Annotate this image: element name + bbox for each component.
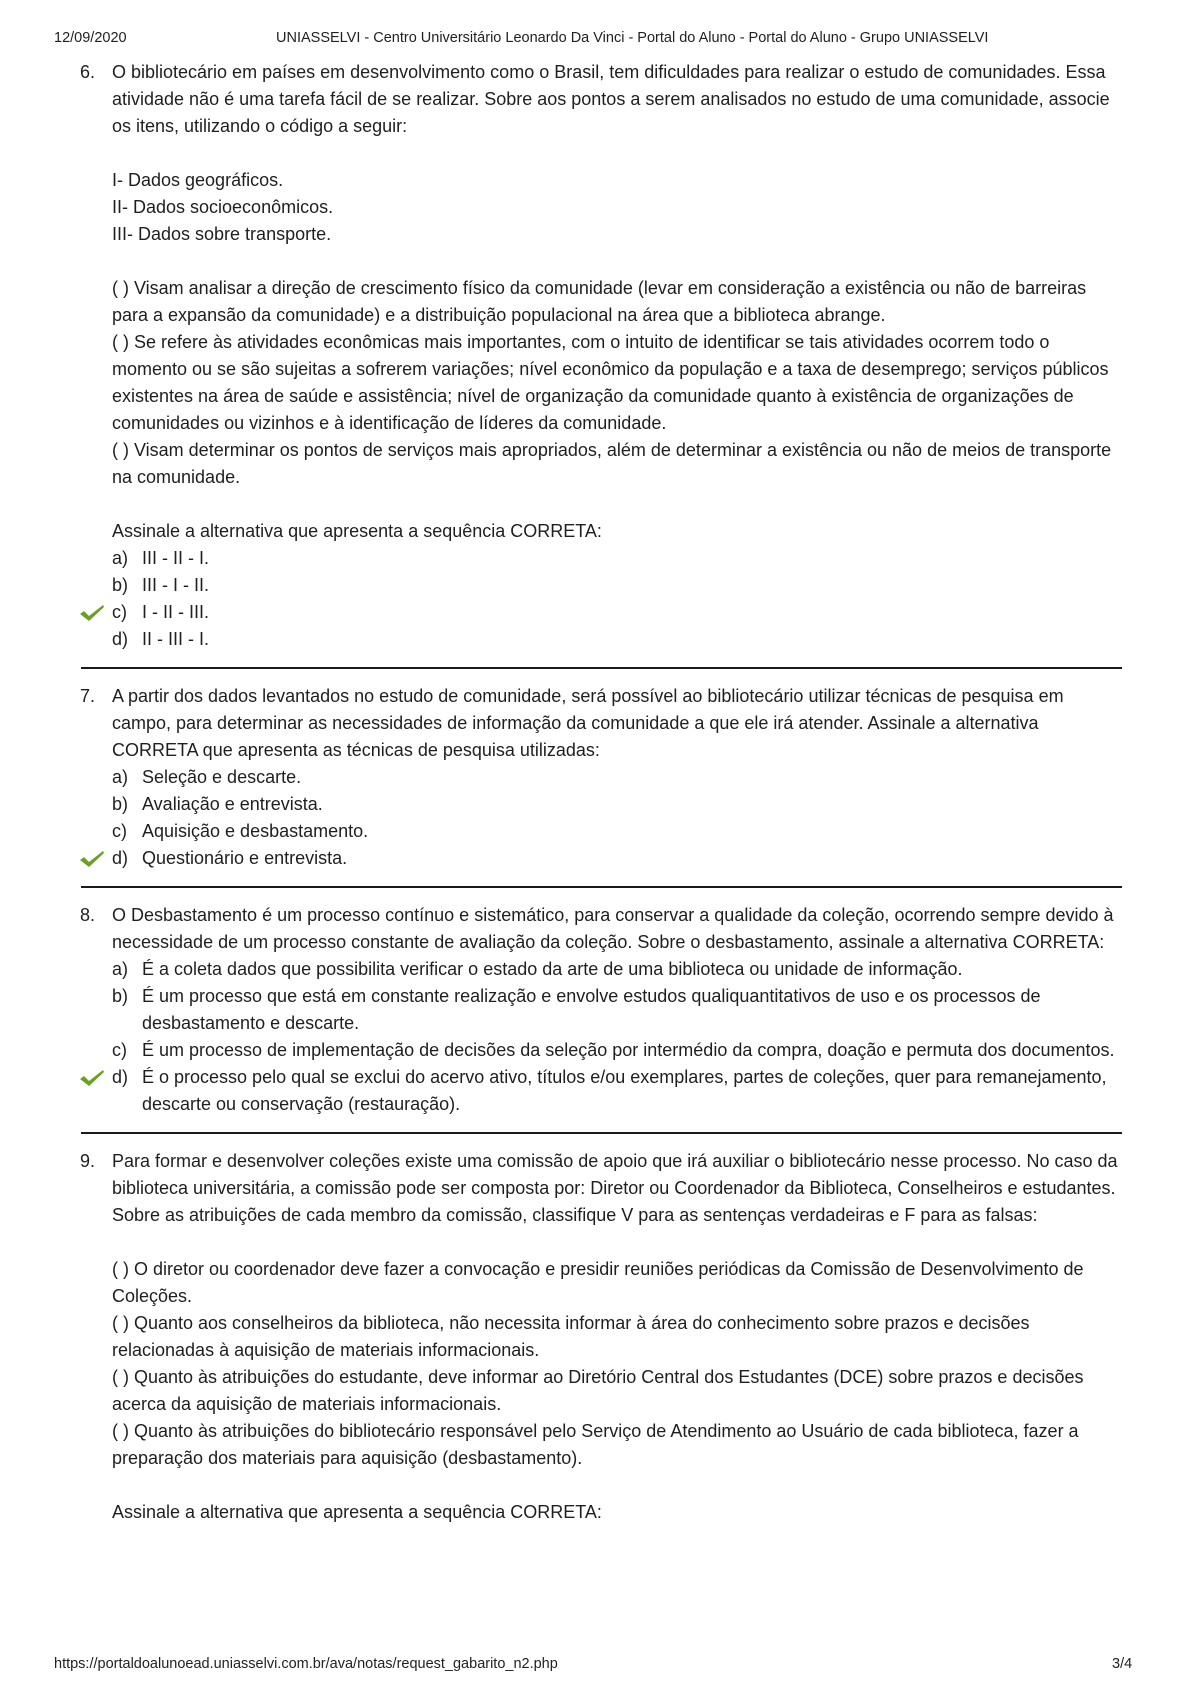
correct-check-icon <box>79 850 105 868</box>
option-letter: a) <box>112 959 129 979</box>
divider <box>81 886 1122 888</box>
divider <box>81 1132 1122 1134</box>
question-prompt: Assinale a alternativa que apresenta a sequência CORRETA: <box>112 521 602 541</box>
option-letter: b) <box>112 986 129 1006</box>
item-2: II- Dados socioeconômicos. <box>112 197 334 217</box>
question-number: 7. <box>80 686 96 706</box>
option-text: É um processo de implementação de decisões da seleção por intermédio da compra, doação e permuta dos documentos. <box>142 1040 1115 1060</box>
statement-1: ( ) Visam analisar a direção de crescimento físico da comunidade (levar em consideração a existência ou não de barreiras para a expansão da comunidade) e a distribuição populacional na área que a biblioteca abrange. <box>112 278 1087 325</box>
option-b <box>112 983 1122 1037</box>
option-a <box>112 764 1122 791</box>
question-7 <box>0 683 1191 872</box>
option-text: É um processo que está em constante realização e envolve estudos qualiquantitativos de uso e os processos de desbastamento e descarte. <box>142 986 1041 1033</box>
option-text: É o processo pelo qual se exclui do acervo ativo, títulos e/ou exemplares, partes de coleções, quer para remanejamento, descarte ou conservação (restauração). <box>142 1067 1107 1114</box>
document-content <box>0 59 1191 1526</box>
question-6 <box>0 59 1191 653</box>
item-3: III- Dados sobre transporte. <box>112 224 332 244</box>
question-8 <box>0 902 1191 1118</box>
option-text: É a coleta dados que possibilita verificar o estado da arte de uma biblioteca ou unidade de informação. <box>142 959 963 979</box>
item-1: I- Dados geográficos. <box>112 170 284 190</box>
option-letter: b) <box>112 575 129 595</box>
option-b <box>112 791 1122 818</box>
statement-4: ( ) Quanto às atribuições do bibliotecário responsável pelo Serviço de Atendimento ao Usuário de cada biblioteca, fazer a preparação dos materiais para aquisição (desbastamento). <box>112 1421 1079 1468</box>
option-letter: a) <box>112 548 129 568</box>
option-text: I - II - III. <box>142 602 209 622</box>
option-d <box>112 845 1122 872</box>
option-c <box>112 1037 1122 1064</box>
statement-2: ( ) Quanto aos conselheiros da biblioteca, não necessita informar à área do conhecimento sobre prazos e decisões relacionadas à aquisição de materiais informacionais. <box>112 1313 1030 1360</box>
option-letter: d) <box>112 848 129 868</box>
print-page-title: UNIASSELVI - Centro Universitário Leonardo Da Vinci - Portal do Aluno - Portal do Aluno - Grupo UNIASSELVI <box>276 30 989 46</box>
option-b <box>112 572 1122 599</box>
print-date: 12/09/2020 <box>54 30 127 46</box>
option-text: III - II - I. <box>142 548 209 568</box>
option-letter: c) <box>112 1040 127 1060</box>
question-prompt: Assinale a alternativa que apresenta a sequência CORRETA: <box>112 1502 602 1522</box>
option-letter: b) <box>112 794 129 814</box>
question-text: O Desbastamento é um processo contínuo e sistemático, para conservar a qualidade da coleção, ocorrendo sempre devido à necessidade de um processo constante de avaliação da coleção. Sobre o desbastamento, assinale a alternativa CORRETA: <box>112 905 1114 952</box>
option-d <box>112 1064 1122 1118</box>
option-text: II - III - I. <box>142 629 209 649</box>
option-a <box>112 545 1122 572</box>
question-text: A partir dos dados levantados no estudo de comunidade, será possível ao bibliotecário utilizar técnicas de pesquisa em campo, para determinar as necessidades de informação da comunidade a que ele irá atender. Assinale a alternativa CORRETA que apresenta as técnicas de pesquisa utilizadas: <box>112 686 1064 760</box>
print-url: https://portaldoalunoead.uniasselvi.com.br/ava/notas/request_gabarito_n2.php <box>54 1656 558 1672</box>
option-c <box>112 599 1122 626</box>
option-text: Questionário e entrevista. <box>142 848 348 868</box>
question-number: 9. <box>80 1151 96 1171</box>
option-text: Seleção e descarte. <box>142 767 302 787</box>
question-text: Para formar e desenvolver coleções existe uma comissão de apoio que irá auxiliar o bibliotecário nesse processo. No caso da biblioteca universitária, a comissão pode ser composta por: Diretor ou Coordenador da Biblioteca, Conselheiros e estudantes. Sobre as atribuições de cada membro da comissão, classifique V para as sentenças verdadeiras e F para as falsas: <box>112 1151 1118 1225</box>
correct-check-icon <box>79 1069 105 1087</box>
option-letter: c) <box>112 602 127 622</box>
option-letter: a) <box>112 767 129 787</box>
correct-check-icon <box>79 604 105 622</box>
statement-3: ( ) Visam determinar os pontos de serviços mais apropriados, além de determinar a existência ou não de meios de transporte na comunidade. <box>112 440 1112 487</box>
option-text: Avaliação e entrevista. <box>142 794 323 814</box>
option-text: III - I - II. <box>142 575 209 595</box>
option-d <box>112 626 1122 653</box>
question-number: 8. <box>80 905 96 925</box>
statement-1: ( ) O diretor ou coordenador deve fazer a convocação e presidir reuniões periódicas da Comissão de Desenvolvimento de Coleções. <box>112 1259 1084 1306</box>
option-c <box>112 818 1122 845</box>
option-letter: d) <box>112 629 129 649</box>
option-letter: c) <box>112 821 127 841</box>
option-a <box>112 956 1122 983</box>
question-9 <box>0 1148 1191 1526</box>
divider <box>81 667 1122 669</box>
option-text: Aquisição e desbastamento. <box>142 821 369 841</box>
statement-3: ( ) Quanto às atribuições do estudante, deve informar ao Diretório Central dos Estudantes (DCE) sobre prazos e decisões acerca da aquisição de materiais informacionais. <box>112 1367 1084 1414</box>
question-text: O bibliotecário em países em desenvolvimento como o Brasil, tem dificuldades para realizar o estudo de comunidades. Essa atividade não é uma tarefa fácil de se realizar. Sobre aos pontos a serem analisados no estudo de uma comunidade, associe os itens, utilizando o código a seguir: <box>112 62 1110 136</box>
statement-2: ( ) Se refere às atividades econômicas mais importantes, com o intuito de identificar se tais atividades ocorrem todo o momento ou se são sujeitas a sofrerem variações; nível econômico da população e a taxa de desemprego; serviços públicos existentes na área de saúde e assistência; nível de organização da comunidade quanto à existência de organizações de comunidades ou vizinhos e à identificação de líderes da comunidade. <box>112 332 1109 433</box>
option-letter: d) <box>112 1067 129 1087</box>
question-number: 6. <box>80 62 96 82</box>
page-number: 3/4 <box>1112 1656 1133 1672</box>
